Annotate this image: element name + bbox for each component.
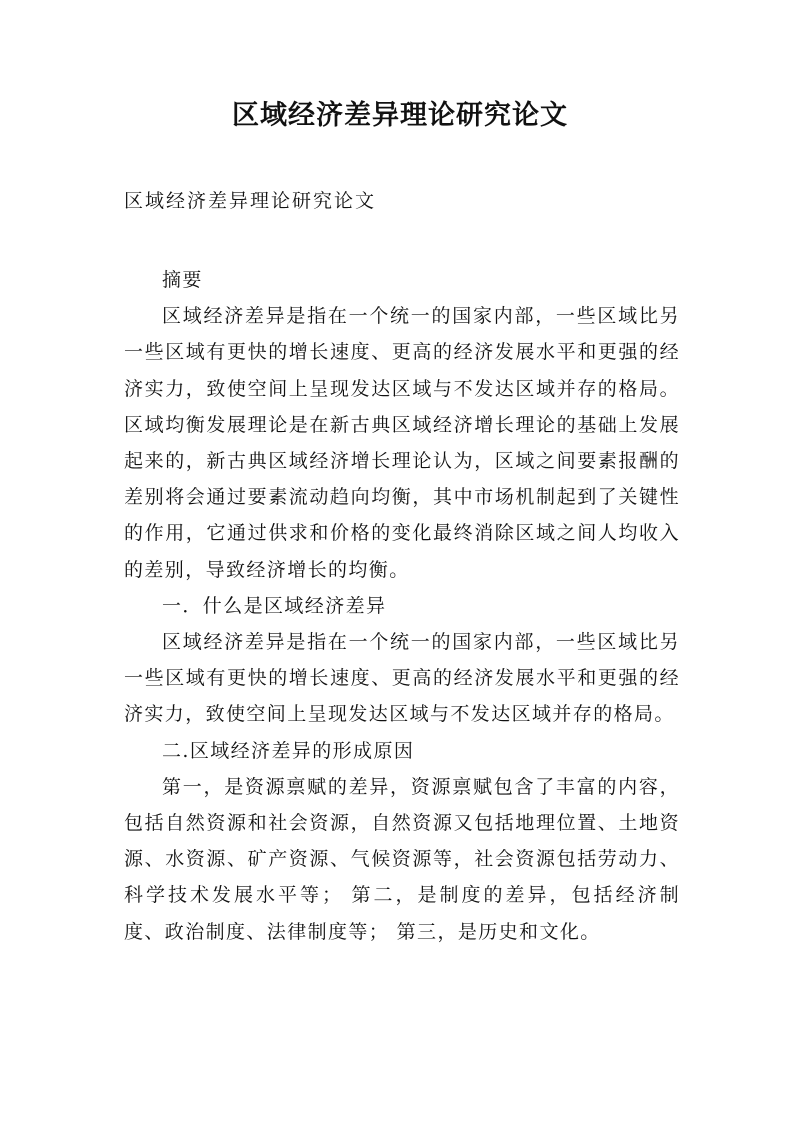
document-title: 区域经济差异理论研究论文	[232, 100, 568, 131]
section-heading-1: 一．什么是区域经济差异	[162, 594, 387, 617]
section-2-paragraph: 第一，是资源禀赋的差异，资源禀赋包含了丰富的内容，包括自然资源和社会资源，自然资源又包括地理位置、土地资源、水资源、矿产资源、气候资源等，社会资源包括劳动力、科学技术发展水平等； 第二，是制度的差异，包括经济制度、政治制度、法律制度等； 第三，是历史和文化。	[124, 775, 680, 943]
document-body	[124, 262, 680, 950]
abstract-heading: 摘要	[162, 269, 203, 291]
document-subtitle: 区域经济差异理论研究论文	[124, 190, 377, 212]
section-1-paragraph: 区域经济差异是指在一个统一的国家内部，一些区域比另一些区域有更快的增长速度、更高的经济发展水平和更强的经济实力，致使空间上呈现发达区域与不发达区域并存的格局。	[124, 631, 680, 726]
abstract-paragraph: 区域经济差异是指在一个统一的国家内部，一些区域比另一些区域有更快的增长速度、更高的经济发展水平和更强的经济实力，致使空间上呈现发达区域与不发达区域并存的格局。 区域均衡发展理论是在新古典区域经济增长理论的基础上发展起来的，新古典区域经济增长理论认为，区域之间要素报酬的差别将会通过要素流动趋向均衡，其中市场机制起到了关键性的作用，它通过供求和价格的变化最终消除区域之间人均收入的差别，导致经济增长的均衡。	[124, 305, 680, 581]
section-heading-2: 二.区域经济差异的形成原因	[162, 739, 415, 762]
